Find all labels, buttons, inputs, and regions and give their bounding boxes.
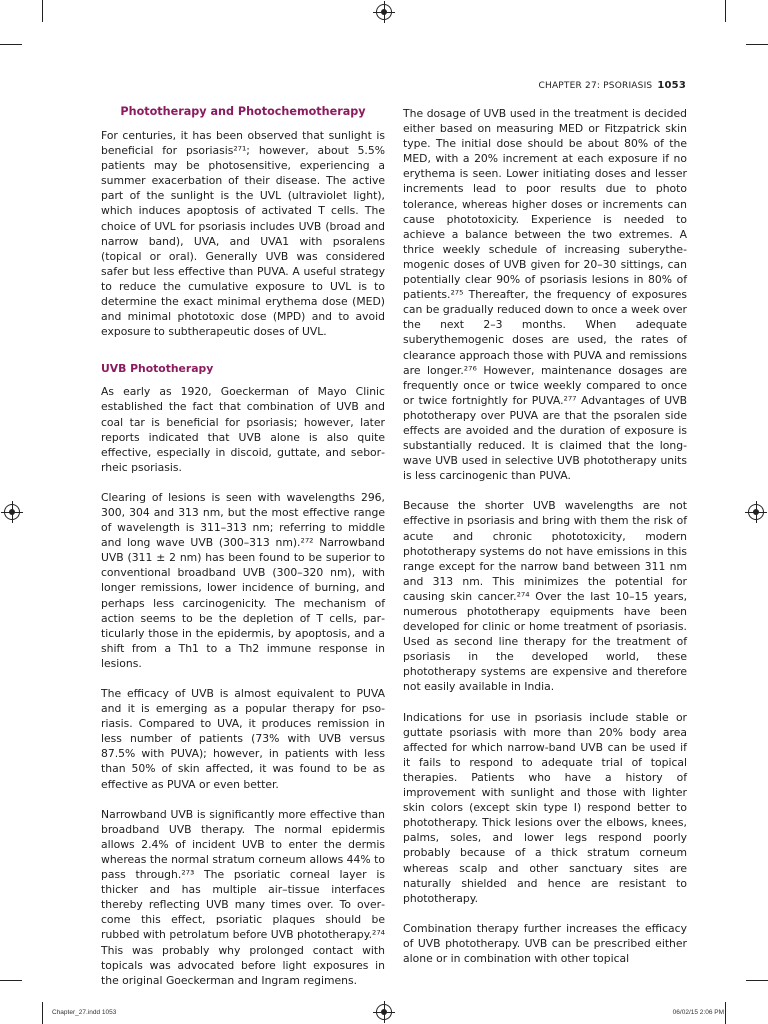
registration-mark-icon bbox=[376, 1004, 392, 1020]
crop-mark bbox=[725, 0, 726, 22]
registration-mark-icon bbox=[376, 4, 392, 20]
print-timestamp: 06/02/15 2:06 PM bbox=[672, 1009, 724, 1016]
crop-mark bbox=[0, 980, 22, 981]
paragraph: Clearing of lesions is seen with wavelengths 296, 300, 304 and 313 nm, but the most effective range of wavelength is 311–313 nm; referring to middle and long wave UVB (300–313 nm).²⁷² Narrowband UVB (311 ± 2 nm) has been found to be superior to conventional broadband UVB (300–320 nm), with longer remissions, lower incidence of burning, and perhaps less carcinogenicity. The mechanism of action seems to be the depletion of T cells, particularly those in the epidermis, by apoptosis, and a shift from a Th1 to a Th2 immune response in lesions. bbox=[101, 490, 385, 670]
crop-mark bbox=[746, 980, 768, 981]
running-head bbox=[539, 80, 687, 91]
paragraph: The efficacy of UVB is almost equivalent to PUVA and it is emerging as a popular therapy for psoriasis. Compared to UVA, it produces remission in less number of patients (73% with UVB versus 87.5% with PUVA); however, in patients with less than 50% of skin affected, it was found to be as effective as PUVA or even better. bbox=[101, 687, 385, 791]
crop-mark bbox=[42, 1002, 43, 1024]
crop-mark bbox=[42, 0, 43, 22]
section-title: Phototherapy and Photochemotherapy bbox=[120, 105, 366, 118]
paragraph: Because the shorter UVB wavelengths are not effective in psoriasis and bring with them the risk of acute and chronic phototoxicity, modern phototherapy systems do not have emissions in this range except for the narrow band between 311 nm and 313 nm. This minimizes the potential for causing skin cancer.²⁷⁴ Over the last 10–15 years, numerous phototherapy equipments have been developed for clinic or home treatment of psoriasis. Used as second line therapy for the treatment of psoriasis in the developed world, these phototherapy systems are expensive and therefore not easily available in India. bbox=[403, 499, 687, 694]
right-column bbox=[403, 106, 687, 981]
crop-mark bbox=[746, 44, 768, 45]
file-slug: Chapter_27.indd 1053 bbox=[52, 1009, 117, 1016]
paragraph: As early as 1920, Goeckerman of Mayo Clinic established the fact that combination of UVB and coal tar is beneficial for psoriasis; however, later reports indicated that UVB alone is also quite effective, especially in discoid, guttate, and seborrheic psoriasis. bbox=[101, 385, 385, 474]
crop-mark bbox=[0, 44, 22, 45]
paragraph: Narrowband UVB is significantly more effective than broadband UVB therapy. The normal epidermis allows 2.4% of incident UVB to enter the dermis whereas the normal stratum corneum allows 44% to pass through.²⁷³ The psoriatic corneal layer is thicker and has multiple air–tissue interfaces thereby reflecting UVB many times over. To overcome this effect, psoriatic plaques should be rubbed with petrolatum before UVB phototherapy.²⁷⁴ This was probably why prolonged contact with topicals was advocated before light exposures in the original Goeckerman and Ingram regimens. bbox=[101, 807, 385, 987]
registration-mark-icon bbox=[748, 504, 764, 520]
page-number: 1053 bbox=[657, 80, 686, 91]
crop-mark bbox=[725, 1002, 726, 1024]
paragraph: Indications for use in psoriasis include stable or guttate psoriasis with more than 20% body area affected for which narrow-band UVB can be used if it fails to respond to adequate trial of topical therapies. Patients who have a history of improvement with sunlight and those with lighter skin colors (except skin type I) respond better to phototherapy. Thick lesions over the elbows, knees, palms, soles, and lower legs respond poorly probably because of a thick stratum corneum whereas scalp and other sanctuary sites are naturally shielded and hence are resistant to phototherapy. bbox=[403, 710, 687, 905]
paragraph: The dosage of UVB used in the treatment is decided either based on measuring MED or Fitzpatrick skin type. The initial dose should be about 80% of the MED, with a 20% increment at each exposure if no erythema is seen. Lower initiating doses and lesser increments lead to poor results due to photo tolerance, whereas higher doses or increments can cause phototoxicity. Experience is needed to achieve a balance between the two extremes. A thrice weekly schedule of increasing suberythemogenic doses of UVB given for 20–30 sittings, can potentially clear 90% of psoriasis lesions in 80% of patients.²⁷⁵ Thereafter, the frequency of exposures can be gradually reduced down to once a week over the next 2–3 months. When adequate suberythemogenic doses are used, the rates of clearance approach those with PUVA and remissions are longer.²⁷⁶ However, maintenance dosages are frequently once or twice weekly compared to once or twice fortnightly for PUVA.²⁷⁷ Advantages of UVB phototherapy over PUVA are that the psoralen side effects are avoided and the duration of exposure is substantially reduced. It is claimed that the long-wave UVB used in selective UVB phototherapy units is less carcinogenic than PUVA. bbox=[403, 107, 687, 483]
paragraph: Combination therapy further increases the efficacy of UVB phototherapy. UVB can be prescribed either alone or in combination with other topical bbox=[403, 921, 687, 965]
left-column bbox=[101, 104, 385, 1003]
subsection-title: UVB Phototherapy bbox=[101, 362, 214, 376]
registration-mark-icon bbox=[4, 504, 20, 520]
chapter-label: CHAPTER 27: PSORIASIS bbox=[538, 81, 653, 91]
paragraph: For centuries, it has been observed that sunlight is beneficial for psoriasis²⁷¹; however, about 5.5% patients may be photosensitive, experiencing a summer exacerbation of their disease. The active part of the sunlight is the UVL (ultraviolet light), which induces apoptosis of activated T cells. The choice of UVL for psoriasis includes UVB (broad and narrow band), UVA, and UVA1 with psoralens (topical or oral). Generally UVB was considered safer but less effective than PUVA. A useful strategy to reduce the cumulative exposure to UVL is to determine the exact minimal erythema dose (MED) and minimal phototoxic dose (MPD) and to avoid exposure to subtherapeutic doses of UVL. bbox=[101, 129, 385, 339]
